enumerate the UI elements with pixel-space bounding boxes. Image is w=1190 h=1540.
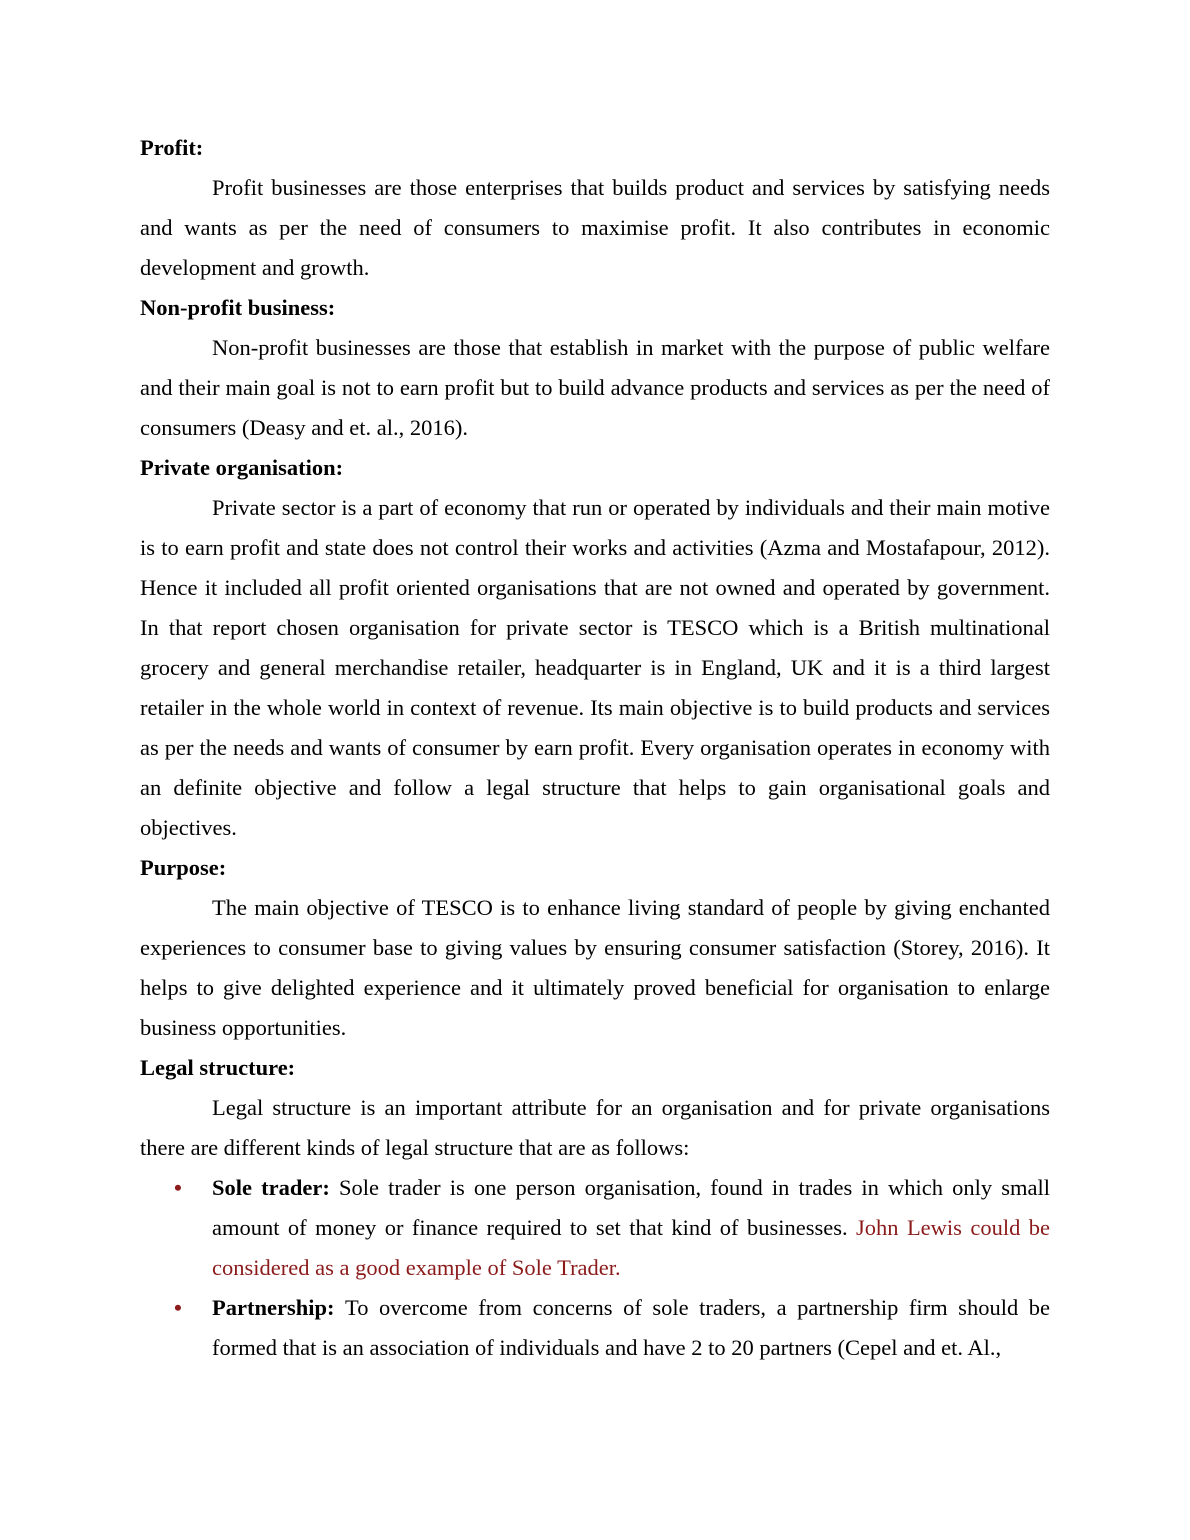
text-segment: Profit:	[140, 135, 204, 160]
section-heading	[140, 288, 1050, 328]
text-segment: Legal structure:	[140, 1055, 296, 1080]
section-heading	[140, 848, 1050, 888]
text-segment: Private sector is a part of economy that run or operated by individuals and their main motive is to earn profit and state does not control their works and activities (Azma and Mostafapour, 2012). Hence it included all profit oriented organisations that are not owned and operated by government. In that report chosen organisation for private sector is TESCO which is a British multinational grocery and general merchandise retailer, headquarter is in England, UK and it is a third largest retailer in the whole world in context of revenue. Its main objective is to build products and services as per the needs and wants of consumer by earn profit. Every organisation operates in economy with an definite objective and follow a legal structure that helps to gain organisational goals and objectives.	[140, 495, 1050, 840]
bullet-item	[140, 1288, 1050, 1368]
text-segment: To overcome from concerns of sole traders, a partnership firm should be formed that is an association of individuals and have 2 to 20 partners (Cepel and et. Al.,	[212, 1295, 1050, 1360]
text-segment: Purpose:	[140, 855, 227, 880]
body-paragraph	[140, 328, 1050, 448]
highlighted-red-text: John Lewis could be considered as a good example of Sole Trader.	[212, 1215, 1050, 1280]
section-heading	[140, 1048, 1050, 1088]
text-segment: Profit businesses are those enterprises that builds product and services by satisfying needs and wants as per the need of consumers to maximise profit. It also contributes in economic development and growth.	[140, 175, 1050, 280]
text-segment: Sole trader is one person organisation, found in trades in which only small amount of money or finance required to set that kind of businesses.	[212, 1175, 1050, 1240]
section-heading	[140, 128, 1050, 168]
text-segment: Sole trader:	[212, 1175, 339, 1200]
text-segment: Partnership:	[212, 1295, 346, 1320]
bullet-item	[140, 1168, 1050, 1288]
bullet-list	[140, 1168, 1050, 1368]
text-segment: Non-profit business:	[140, 295, 336, 320]
text-segment: Private organisation:	[140, 455, 344, 480]
section-heading	[140, 448, 1050, 488]
text-segment: Legal structure is an important attribute for an organisation and for private organisations there are different kinds of legal structure that are as follows:	[140, 1095, 1050, 1160]
body-paragraph	[140, 168, 1050, 288]
text-segment: The main objective of TESCO is to enhance living standard of people by giving enchanted experiences to consumer base to giving values by ensuring consumer satisfaction (Storey, 2016). It helps to give delighted experience and it ultimately proved beneficial for organisation to enlarge business opportunities.	[140, 895, 1050, 1040]
document-content	[140, 128, 1050, 1368]
body-paragraph	[140, 488, 1050, 848]
body-paragraph	[140, 1088, 1050, 1168]
text-segment: Non-profit businesses are those that establish in market with the purpose of public welfare and their main goal is not to earn profit but to build advance products and services as per the need of consumers (Deasy and et. al., 2016).	[140, 335, 1050, 440]
body-paragraph	[140, 888, 1050, 1048]
